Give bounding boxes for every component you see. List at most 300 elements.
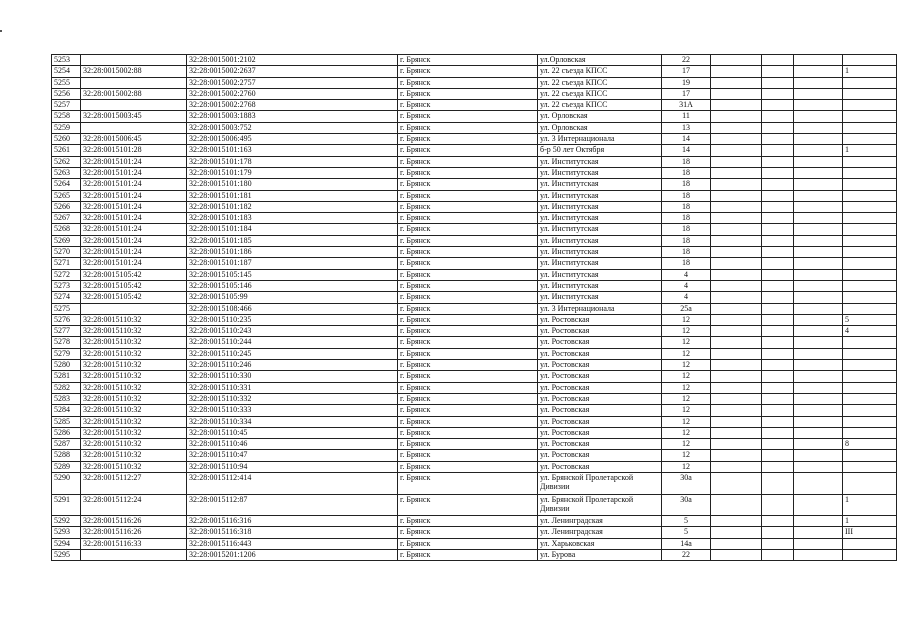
cell-x4 xyxy=(843,337,897,348)
cell-x4 xyxy=(843,303,897,314)
cell-street: ул. Институтская xyxy=(538,156,662,167)
cell-num: 5261 xyxy=(52,145,81,156)
cell-x2 xyxy=(762,247,794,258)
cell-x1 xyxy=(711,416,762,427)
cell-house: 12 xyxy=(662,371,711,382)
cell-x1 xyxy=(711,450,762,461)
cell-house: 4 xyxy=(662,269,711,280)
table-row xyxy=(52,66,897,77)
cell-num: 5275 xyxy=(52,303,81,314)
cell-x3 xyxy=(794,348,843,359)
cell-city: г. Брянск xyxy=(398,450,538,461)
cell-house: 18 xyxy=(662,258,711,269)
table-row xyxy=(52,201,897,212)
table-row xyxy=(52,235,897,246)
cell-parent: 32:28:0015110:32 xyxy=(81,393,187,404)
cell-street: ул. Институтская xyxy=(538,292,662,303)
cell-cadastral: 32:28:0015110:243 xyxy=(187,326,398,337)
cell-cadastral: 32:28:0015105:145 xyxy=(187,269,398,280)
cell-x4: 4 xyxy=(843,326,897,337)
table-row xyxy=(52,550,897,561)
cell-cadastral: 32:28:0015110:94 xyxy=(187,461,398,472)
cell-street: ул. Институтская xyxy=(538,235,662,246)
cell-x2 xyxy=(762,393,794,404)
cell-parent: 32:28:0015110:32 xyxy=(81,461,187,472)
cell-x1 xyxy=(711,303,762,314)
cell-street: ул. Институтская xyxy=(538,269,662,280)
table-row xyxy=(52,427,897,438)
cell-x4 xyxy=(843,258,897,269)
cell-num: 5286 xyxy=(52,427,81,438)
cell-x3 xyxy=(794,269,843,280)
cell-x2 xyxy=(762,439,794,450)
cell-x4 xyxy=(843,247,897,258)
cell-num: 5265 xyxy=(52,190,81,201)
cell-cadastral: 32:28:0015101:163 xyxy=(187,145,398,156)
cell-house: 17 xyxy=(662,66,711,77)
cell-num: 5290 xyxy=(52,472,81,494)
cell-x1 xyxy=(711,326,762,337)
cell-parent: 32:28:0015101:24 xyxy=(81,247,187,258)
cell-x3 xyxy=(794,156,843,167)
cell-street: ул. Ростовская xyxy=(538,416,662,427)
cell-x4 xyxy=(843,393,897,404)
cell-house: 18 xyxy=(662,247,711,258)
cell-street: ул. Ростовская xyxy=(538,427,662,438)
cell-cadastral: 32:28:0015201:1206 xyxy=(187,550,398,561)
cell-x1 xyxy=(711,516,762,527)
cell-x2 xyxy=(762,550,794,561)
cell-x2 xyxy=(762,538,794,549)
cell-street: ул. Ростовская xyxy=(538,450,662,461)
cell-x3 xyxy=(794,326,843,337)
cell-x1 xyxy=(711,213,762,224)
cell-parent: 32:28:0015101:24 xyxy=(81,235,187,246)
cell-num: 5258 xyxy=(52,111,81,122)
cell-city: г. Брянск xyxy=(398,213,538,224)
cell-parent: 32:28:0015110:32 xyxy=(81,314,187,325)
cell-x3 xyxy=(794,450,843,461)
table-body xyxy=(52,55,897,561)
cell-num: 5285 xyxy=(52,416,81,427)
cell-cadastral: 32:28:0015110:47 xyxy=(187,450,398,461)
cell-house: 12 xyxy=(662,360,711,371)
cell-x3 xyxy=(794,179,843,190)
cell-x4 xyxy=(843,280,897,291)
cell-street: ул. Орловская xyxy=(538,111,662,122)
cell-cadastral: 32:28:0015001:2102 xyxy=(187,55,398,66)
cell-x4: 1 xyxy=(843,516,897,527)
cell-house: 17 xyxy=(662,88,711,99)
cell-x1 xyxy=(711,371,762,382)
cell-x1 xyxy=(711,145,762,156)
cell-num: 5267 xyxy=(52,213,81,224)
cell-cadastral: 32:28:0015101:180 xyxy=(187,179,398,190)
cell-x3 xyxy=(794,258,843,269)
cell-num: 5262 xyxy=(52,156,81,167)
cell-x3 xyxy=(794,190,843,201)
cell-city: г. Брянск xyxy=(398,134,538,145)
cell-x2 xyxy=(762,516,794,527)
cell-x3 xyxy=(794,122,843,133)
cell-house: 12 xyxy=(662,405,711,416)
cell-city: г. Брянск xyxy=(398,258,538,269)
cell-city: г. Брянск xyxy=(398,303,538,314)
cell-house: 19 xyxy=(662,77,711,88)
table-row xyxy=(52,111,897,122)
cell-x2 xyxy=(762,337,794,348)
cell-num: 5277 xyxy=(52,326,81,337)
cell-x3 xyxy=(794,213,843,224)
table-row xyxy=(52,393,897,404)
cell-cadastral: 32:28:0015110:46 xyxy=(187,439,398,450)
cell-street: ул. Ростовская xyxy=(538,360,662,371)
cell-x3 xyxy=(794,235,843,246)
cell-cadastral: 32:28:0015116:316 xyxy=(187,516,398,527)
cell-street: ул. 3 Интернационала xyxy=(538,134,662,145)
cell-city: г. Брянск xyxy=(398,382,538,393)
cell-x3 xyxy=(794,314,843,325)
cell-x4 xyxy=(843,427,897,438)
cell-x1 xyxy=(711,100,762,111)
cell-city: г. Брянск xyxy=(398,314,538,325)
cell-house: 12 xyxy=(662,439,711,450)
cell-x4 xyxy=(843,269,897,280)
cell-city: г. Брянск xyxy=(398,439,538,450)
cell-x4 xyxy=(843,360,897,371)
cell-house: 18 xyxy=(662,201,711,212)
cell-num: 5288 xyxy=(52,450,81,461)
cell-x4 xyxy=(843,292,897,303)
table-row xyxy=(52,145,897,156)
cell-x1 xyxy=(711,337,762,348)
cell-street: ул. Ростовская xyxy=(538,405,662,416)
cell-street: ул. Институтская xyxy=(538,179,662,190)
cell-street: ул. Брянской Пролетарской Дивизии xyxy=(538,472,662,494)
cell-cadastral: 32:28:0015110:334 xyxy=(187,416,398,427)
cell-num: 5292 xyxy=(52,516,81,527)
cell-city: г. Брянск xyxy=(398,111,538,122)
cell-street: ул. Институтская xyxy=(538,213,662,224)
cell-city: г. Брянск xyxy=(398,122,538,133)
table-row xyxy=(52,100,897,111)
cell-num: 5282 xyxy=(52,382,81,393)
cell-city: г. Брянск xyxy=(398,269,538,280)
cell-house: 12 xyxy=(662,337,711,348)
cell-num: 5284 xyxy=(52,405,81,416)
cell-house: 18 xyxy=(662,167,711,178)
table-row xyxy=(52,292,897,303)
cell-house: 12 xyxy=(662,461,711,472)
cell-cadastral: 32:28:0015101:179 xyxy=(187,167,398,178)
cell-x2 xyxy=(762,292,794,303)
cell-parent: 32:28:0015105:42 xyxy=(81,280,187,291)
table-row xyxy=(52,213,897,224)
table-row xyxy=(52,247,897,258)
cell-x4 xyxy=(843,538,897,549)
cell-cadastral: 32:28:0015002:2760 xyxy=(187,88,398,99)
cell-city: г. Брянск xyxy=(398,494,538,516)
cell-cadastral: 32:28:0015105:99 xyxy=(187,292,398,303)
cell-x2 xyxy=(762,371,794,382)
cell-x1 xyxy=(711,167,762,178)
cell-x1 xyxy=(711,280,762,291)
cell-x3 xyxy=(794,439,843,450)
cell-x1 xyxy=(711,88,762,99)
cell-x2 xyxy=(762,235,794,246)
cell-cadastral: 32:28:0015002:2637 xyxy=(187,66,398,77)
cell-num: 5276 xyxy=(52,314,81,325)
cell-parent xyxy=(81,303,187,314)
cell-city: г. Брянск xyxy=(398,235,538,246)
cell-city: г. Брянск xyxy=(398,550,538,561)
cell-x3 xyxy=(794,461,843,472)
cell-parent: 32:28:0015101:24 xyxy=(81,167,187,178)
cell-house: 18 xyxy=(662,156,711,167)
cell-house: 22 xyxy=(662,55,711,66)
cell-street: ул. Ростовская xyxy=(538,461,662,472)
cell-street: ул. 22 съезда КПСС xyxy=(538,66,662,77)
cell-parent xyxy=(81,77,187,88)
cell-x4 xyxy=(843,461,897,472)
cell-x1 xyxy=(711,224,762,235)
cell-cadastral: 32:28:0015002:2757 xyxy=(187,77,398,88)
cell-x3 xyxy=(794,371,843,382)
cell-house: 4 xyxy=(662,292,711,303)
cell-x4 xyxy=(843,224,897,235)
cell-cadastral: 32:28:0015101:187 xyxy=(187,258,398,269)
cell-cadastral: 32:28:0015110:331 xyxy=(187,382,398,393)
cell-x2 xyxy=(762,416,794,427)
cell-x1 xyxy=(711,122,762,133)
cell-parent: 32:28:0015101:24 xyxy=(81,156,187,167)
cell-num: 5253 xyxy=(52,55,81,66)
cell-house: 4 xyxy=(662,280,711,291)
cell-house: 14а xyxy=(662,538,711,549)
cell-cadastral: 32:28:0015110:245 xyxy=(187,348,398,359)
cell-city: г. Брянск xyxy=(398,66,538,77)
cell-num: 5274 xyxy=(52,292,81,303)
table-row xyxy=(52,371,897,382)
table-row xyxy=(52,55,897,66)
cell-x4: 5 xyxy=(843,314,897,325)
cell-street: ул. Институтская xyxy=(538,258,662,269)
cell-x1 xyxy=(711,461,762,472)
cell-x2 xyxy=(762,314,794,325)
cell-city: г. Брянск xyxy=(398,427,538,438)
cell-cadastral: 32:28:0015112:414 xyxy=(187,472,398,494)
cell-street: ул. Бурова xyxy=(538,550,662,561)
cell-parent xyxy=(81,55,187,66)
cell-num: 5260 xyxy=(52,134,81,145)
cell-cadastral: 32:28:0015112:87 xyxy=(187,494,398,516)
cell-x4 xyxy=(843,371,897,382)
cell-street: ул. Институтская xyxy=(538,201,662,212)
cell-x1 xyxy=(711,314,762,325)
cell-x2 xyxy=(762,258,794,269)
cell-street: ул. Институтская xyxy=(538,280,662,291)
cell-cadastral: 32:28:0015116:443 xyxy=(187,538,398,549)
cell-parent: 32:28:0015110:32 xyxy=(81,360,187,371)
cell-street: ул. Ростовская xyxy=(538,439,662,450)
cell-cadastral: 32:28:0015110:235 xyxy=(187,314,398,325)
cell-x2 xyxy=(762,66,794,77)
cell-x1 xyxy=(711,111,762,122)
table-row xyxy=(52,122,897,133)
cell-city: г. Брянск xyxy=(398,224,538,235)
cell-x2 xyxy=(762,122,794,133)
cell-house: 14 xyxy=(662,134,711,145)
cell-x1 xyxy=(711,393,762,404)
cell-x3 xyxy=(794,427,843,438)
cell-x3 xyxy=(794,167,843,178)
cell-x1 xyxy=(711,201,762,212)
cell-x1 xyxy=(711,179,762,190)
cell-x4 xyxy=(843,190,897,201)
cell-x1 xyxy=(711,190,762,201)
cell-x4 xyxy=(843,348,897,359)
cell-street: ул. Институтская xyxy=(538,167,662,178)
table-row xyxy=(52,167,897,178)
cell-cadastral: 32:28:0015101:183 xyxy=(187,213,398,224)
cell-city: г. Брянск xyxy=(398,201,538,212)
cell-num: 5270 xyxy=(52,247,81,258)
cell-x4 xyxy=(843,550,897,561)
cell-x3 xyxy=(794,145,843,156)
table-row xyxy=(52,326,897,337)
cell-x4 xyxy=(843,156,897,167)
cell-x3 xyxy=(794,382,843,393)
cell-parent: 32:28:0015110:32 xyxy=(81,326,187,337)
cell-x1 xyxy=(711,550,762,561)
cell-house: 11 xyxy=(662,111,711,122)
cell-x3 xyxy=(794,472,843,494)
cell-street: ул. Институтская xyxy=(538,224,662,235)
cell-parent: 32:28:0015110:32 xyxy=(81,371,187,382)
cell-num: 5257 xyxy=(52,100,81,111)
table-row xyxy=(52,314,897,325)
cell-cadastral: 32:28:0015108:466 xyxy=(187,303,398,314)
cell-parent: 32:28:0015110:32 xyxy=(81,439,187,450)
cell-city: г. Брянск xyxy=(398,393,538,404)
cell-city: г. Брянск xyxy=(398,416,538,427)
cell-house: 12 xyxy=(662,427,711,438)
cell-num: 5266 xyxy=(52,201,81,212)
cell-city: г. Брянск xyxy=(398,337,538,348)
cell-x3 xyxy=(794,66,843,77)
cell-cadastral: 32:28:0015003:752 xyxy=(187,122,398,133)
table-row xyxy=(52,405,897,416)
cell-house: 31А xyxy=(662,100,711,111)
cell-parent: 32:28:0015112:27 xyxy=(81,472,187,494)
cell-x2 xyxy=(762,269,794,280)
cell-cadastral: 32:28:0015101:182 xyxy=(187,201,398,212)
cell-house: 12 xyxy=(662,416,711,427)
cell-house: 13 xyxy=(662,122,711,133)
cell-house: 12 xyxy=(662,382,711,393)
cell-x1 xyxy=(711,494,762,516)
cell-house: 30а xyxy=(662,472,711,494)
table-row xyxy=(52,494,897,516)
table-row xyxy=(52,337,897,348)
table-row xyxy=(52,224,897,235)
cell-x2 xyxy=(762,88,794,99)
cell-x3 xyxy=(794,280,843,291)
cell-x3 xyxy=(794,494,843,516)
cell-x2 xyxy=(762,427,794,438)
cell-parent: 32:28:0015101:28 xyxy=(81,145,187,156)
cell-x2 xyxy=(762,111,794,122)
cell-x3 xyxy=(794,303,843,314)
cell-x2 xyxy=(762,55,794,66)
cell-parent xyxy=(81,122,187,133)
cell-street: ул. Ростовская xyxy=(538,382,662,393)
cell-city: г. Брянск xyxy=(398,472,538,494)
cell-num: 5254 xyxy=(52,66,81,77)
cell-city: г. Брянск xyxy=(398,527,538,538)
cell-city: г. Брянск xyxy=(398,516,538,527)
cell-parent: 32:28:0015006:45 xyxy=(81,134,187,145)
cell-city: г. Брянск xyxy=(398,247,538,258)
cell-x2 xyxy=(762,326,794,337)
cell-parent: 32:28:0015101:24 xyxy=(81,213,187,224)
cell-street: ул. Ростовская xyxy=(538,314,662,325)
cell-x2 xyxy=(762,100,794,111)
cell-cadastral: 32:28:0015110:332 xyxy=(187,393,398,404)
cell-street: ул. Ростовская xyxy=(538,393,662,404)
cell-parent: 32:28:0015002:88 xyxy=(81,66,187,77)
cell-x1 xyxy=(711,134,762,145)
cell-city: г. Брянск xyxy=(398,55,538,66)
cell-cadastral: 32:28:0015110:246 xyxy=(187,360,398,371)
cell-cadastral: 32:28:0015101:181 xyxy=(187,190,398,201)
cell-cadastral: 32:28:0015110:45 xyxy=(187,427,398,438)
data-table xyxy=(51,54,897,561)
table-row xyxy=(52,461,897,472)
cell-x2 xyxy=(762,527,794,538)
cell-street: ул. Ростовская xyxy=(538,371,662,382)
cell-x1 xyxy=(711,258,762,269)
table-row xyxy=(52,190,897,201)
cell-parent: 32:28:0015105:42 xyxy=(81,269,187,280)
cell-x1 xyxy=(711,66,762,77)
cell-city: г. Брянск xyxy=(398,360,538,371)
cell-house: 18 xyxy=(662,235,711,246)
cell-num: 5283 xyxy=(52,393,81,404)
cell-num: 5289 xyxy=(52,461,81,472)
cell-x1 xyxy=(711,235,762,246)
cell-street: ул. Ростовская xyxy=(538,337,662,348)
cell-street: ул. Брянской Пролетарской Дивизии xyxy=(538,494,662,516)
cell-x2 xyxy=(762,77,794,88)
cell-city: г. Брянск xyxy=(398,88,538,99)
cell-x3 xyxy=(794,538,843,549)
cell-num: 5280 xyxy=(52,360,81,371)
cell-x2 xyxy=(762,190,794,201)
cell-x4 xyxy=(843,55,897,66)
table-row xyxy=(52,439,897,450)
cell-x2 xyxy=(762,213,794,224)
cell-city: г. Брянск xyxy=(398,292,538,303)
cell-x4 xyxy=(843,179,897,190)
cell-house: 30а xyxy=(662,494,711,516)
table-row xyxy=(52,179,897,190)
cell-cadastral: 32:28:0015101:178 xyxy=(187,156,398,167)
cell-cadastral: 32:28:0015110:244 xyxy=(187,337,398,348)
cell-parent: 32:28:0015110:32 xyxy=(81,348,187,359)
cell-num: 5255 xyxy=(52,77,81,88)
cell-x1 xyxy=(711,360,762,371)
